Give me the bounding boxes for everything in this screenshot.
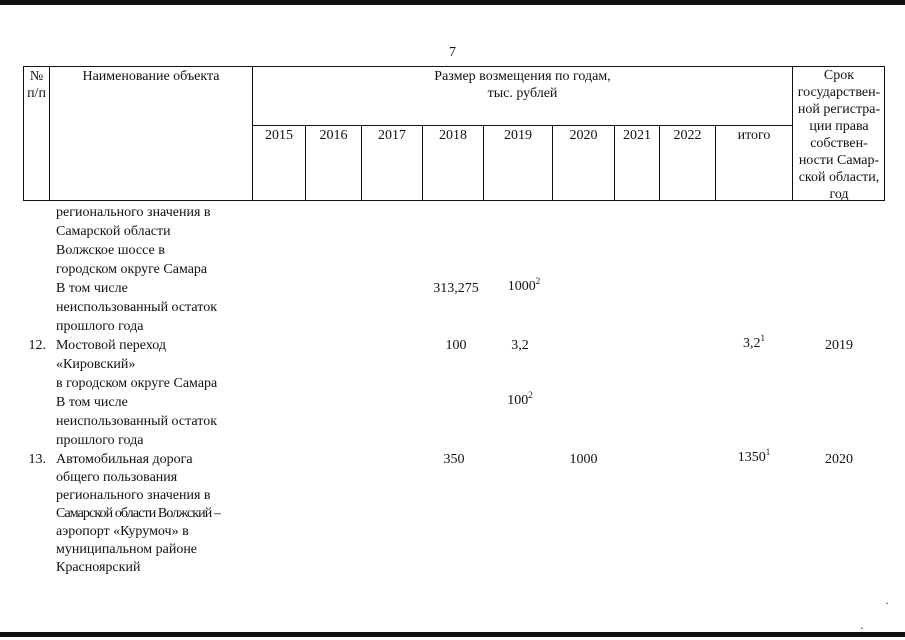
header-name: Наименование объекта bbox=[82, 69, 220, 84]
row-name-line: «Кировский» bbox=[56, 357, 136, 372]
year-2019: 2019 bbox=[504, 128, 532, 143]
row-name-line: Красноярский bbox=[56, 560, 141, 575]
row-name-line: муниципальном районе bbox=[56, 542, 198, 557]
value-2019: 3,2 bbox=[511, 338, 529, 353]
row-number: 12. bbox=[28, 338, 46, 353]
row-name-line: городском округе Самара bbox=[56, 262, 208, 277]
value-total: $3,2^1$ bbox=[743, 333, 765, 351]
row-name-line: Волжское шоссе в bbox=[56, 243, 165, 258]
bottom-border bbox=[0, 632, 905, 637]
row-name-line: аэропорт «Курумоч» в bbox=[56, 524, 189, 539]
value-deadline: 2019 bbox=[825, 338, 853, 353]
footnote-mark: 2 bbox=[528, 390, 533, 400]
scan-speck: · bbox=[860, 621, 864, 635]
value-total: 1350$^1$ bbox=[737, 447, 771, 465]
year-2020: 2020 bbox=[569, 128, 598, 143]
year-2017: 2017 bbox=[378, 128, 406, 143]
row-sub-line: В том числе bbox=[56, 281, 128, 296]
year-total: итого bbox=[737, 128, 771, 143]
header-num: № п/п bbox=[27, 69, 46, 101]
value-2018: 100 bbox=[445, 338, 467, 353]
row-sub-line: прошлого года bbox=[56, 433, 144, 448]
row-number: 13. bbox=[28, 452, 46, 467]
footnote-mark: 1 bbox=[765, 447, 771, 457]
year-2016: 2016 bbox=[319, 128, 348, 143]
header-compensation: Размер возмещения по годам, тыс. рублей bbox=[434, 69, 611, 101]
value-2019-sub: $100^2$ bbox=[507, 390, 533, 408]
value-deadline: 2020 bbox=[825, 452, 853, 467]
value-2018: 350 bbox=[443, 452, 465, 467]
row-sub-line: прошлого года bbox=[56, 319, 144, 334]
row-name-line: регионального значения в bbox=[56, 205, 211, 220]
row-name-line: Самарской области bbox=[56, 224, 171, 239]
footnote-mark: 2 bbox=[535, 276, 541, 286]
row-name-line: Самарской области Волжский – bbox=[56, 506, 220, 521]
page-number: 7 bbox=[449, 45, 456, 60]
value-2019: 1000$^2$ bbox=[507, 276, 541, 294]
year-2015: 2015 bbox=[265, 128, 293, 143]
value-2018: 313,275 bbox=[433, 281, 479, 296]
year-2022: 2022 bbox=[673, 128, 702, 143]
footnote-mark: 1 bbox=[760, 333, 765, 343]
year-2018: 2018 bbox=[439, 128, 467, 143]
row-sub-line: неиспользованный остаток bbox=[56, 300, 217, 315]
row-name-line: Мостовой переход bbox=[56, 338, 167, 353]
row-sub-line: В том числе bbox=[56, 395, 128, 410]
row-name-line: Автомобильная дорога bbox=[56, 452, 193, 467]
row-name-line: общего пользования bbox=[56, 470, 178, 485]
header-deadline: Срок государствен- ной регистра- ции права собствен- ности Самар- ской области, год bbox=[797, 68, 881, 202]
top-border bbox=[0, 0, 905, 5]
row-name-line: регионального значения в bbox=[56, 488, 211, 503]
scan-speck: · bbox=[885, 596, 889, 610]
value-2020: 1000 bbox=[569, 452, 598, 467]
row-name-line: в городском округе Самара bbox=[56, 376, 218, 391]
row-sub-line: неиспользованный остаток bbox=[56, 414, 217, 429]
year-2021: 2021 bbox=[623, 128, 651, 143]
